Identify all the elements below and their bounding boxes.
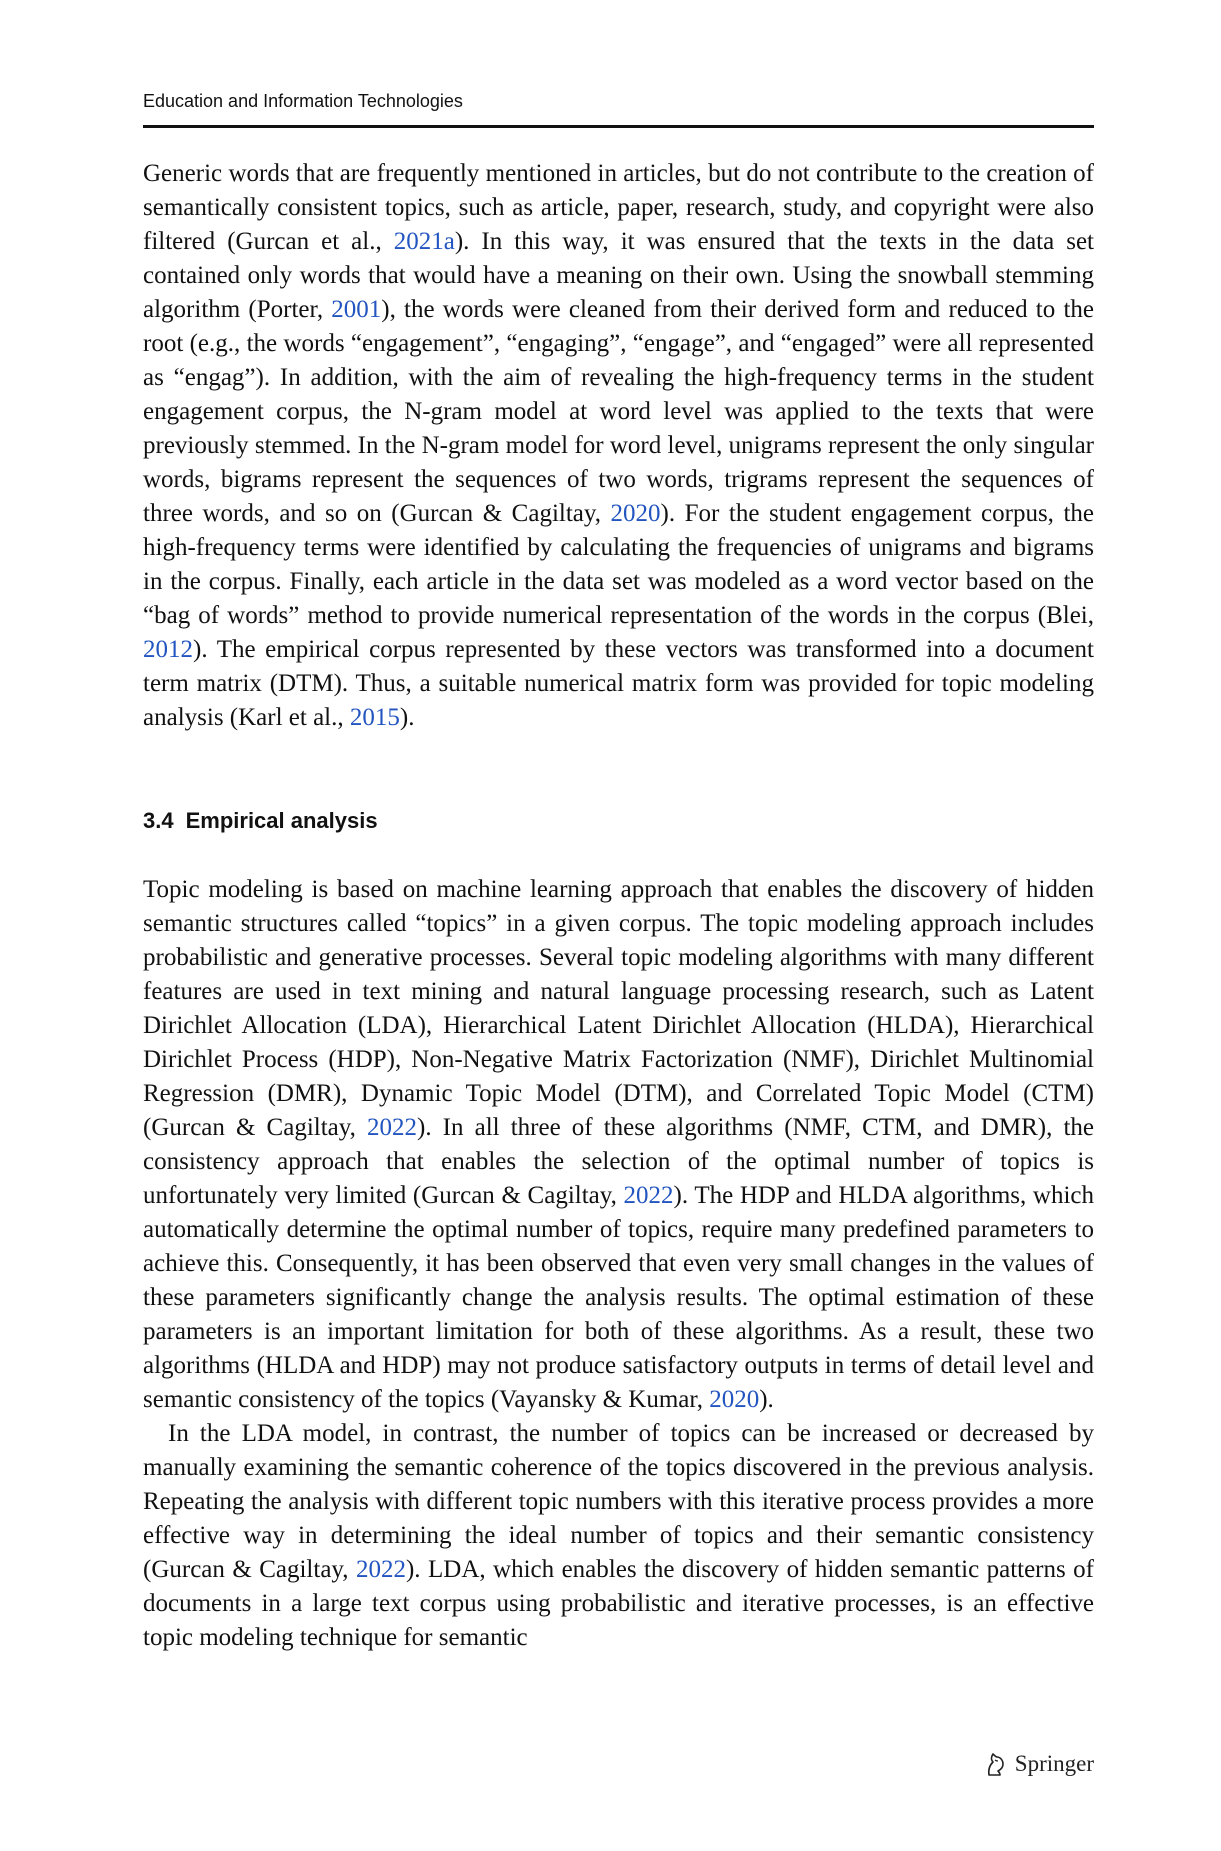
paragraph-topic-modeling: [143, 873, 1094, 1417]
header-rule: [143, 125, 1094, 128]
citation-link[interactable]: 2022: [367, 1114, 417, 1141]
citation-link[interactable]: 2012: [143, 636, 193, 663]
paragraph-text: ). LDA, which enables the discovery of hidden semantic patterns of documents in a large text corpus using probabilistic and iterative processes, is an effective topic modeling technique for semantic: [143, 1556, 1094, 1651]
citation-link[interactable]: 2015: [349, 704, 400, 731]
springer-horse-icon: [983, 1751, 1007, 1777]
citation-link[interactable]: 2021a: [393, 228, 455, 255]
paragraph-text: ). For the student engagement corpus, the high-frequency terms were identified by calculating the frequencies of unigrams and bigrams in the corpus. Finally, each article in the data set was modeled as a word vector based on the “bag of words” method to provide numerical representation of the words in the corpus (Blei,: [143, 500, 1094, 629]
paragraph-text: ). In all three of these algorithms (NMF, CTM, and DMR), the consistency approach that enables the selection of the optimal number of topics is unfortunately very limited (Gurcan & Cagiltay,: [143, 1114, 1094, 1209]
publisher-mark: [983, 1751, 1094, 1777]
paragraph-text: In the LDA model, in contrast, the number of topics can be increased or decreased by manually examining the semantic coherence of the topics discovered in the previous analysis. Repeating the analysis with different topic numbers with this iterative process provides a more effective way in determining the ideal number of topics and their semantic consistency (Gurcan & Cagiltay,: [143, 1420, 1094, 1583]
paragraph-text: ). The HDP and HLDA algorithms, which automatically determine the optimal number of topics, require many predefined parameters to achieve this. Consequently, it has been observed that even very small changes in the values of these parameters significantly change the analysis results. The optimal estimation of these parameters is an important limitation for both of these algorithms. As a result, these two algorithms (HLDA and HDP) may not produce satisfactory outputs in terms of detail level and semantic consistency of the topics (Vayansky & Kumar,: [143, 1182, 1094, 1413]
citation-link[interactable]: 2001: [331, 296, 382, 323]
citation-link[interactable]: 2022: [623, 1182, 674, 1209]
citation-link[interactable]: 2020: [610, 500, 661, 527]
section-body: [143, 873, 1094, 1655]
section-number: 3.4: [143, 808, 174, 833]
running-head: Education and Information Technologies: [143, 91, 463, 111]
section-heading: [143, 808, 378, 834]
paragraph-text: ). In this way, it was ensured that the texts in the data set contained only words that would have a meaning on their own. Using the snowball stemming algorithm (Porter,: [143, 228, 1094, 323]
paragraph-text: ), the words were cleaned from their derived form and reduced to the root (e.g., the words “engagement”, “engaging”, “engage”, and “engaged” were all represented as “engag”). In addition, with the aim of revealing the high-frequency terms in the student engagement corpus, the N-gram model at word level was applied to the texts that were previously stemmed. In the N-gram model for word level, unigrams represent the only singular words, bigrams represent the sequences of two words, trigrams represent the sequences of three words, and so on (Gurcan & Cagiltay,: [143, 296, 1094, 527]
paragraph-preprocessing: [143, 157, 1094, 735]
paragraph-text: ).: [759, 1386, 774, 1413]
section-title: Empirical analysis: [185, 808, 378, 833]
citation-link[interactable]: 2020: [709, 1386, 760, 1413]
paragraph-text: ).: [399, 704, 415, 731]
paragraph-text: ). The empirical corpus represented by these vectors was transformed into a document term matrix (DTM). Thus, a suitable numerical matrix form was provided for topic modeling analysis (Karl et al.,: [143, 636, 1094, 731]
publisher-name: Springer: [1014, 1751, 1094, 1776]
paragraph-text: Generic words that are frequently mentioned in articles, but do not contribute to the creation of semantically consistent topics, such as article, paper, research, study, and copyright were also filtered (Gurcan et al.,: [143, 160, 1094, 255]
paragraph-lda: [143, 1417, 1094, 1655]
citation-link[interactable]: 2022: [355, 1556, 406, 1583]
paragraph-text: Topic modeling is based on machine learning approach that enables the discovery of hidden semantic structures called “topics” in a given corpus. The topic modeling approach includes probabilistic and generative processes. Several topic modeling algorithms with many different features are used in text mining and natural language processing research, such as Latent Dirichlet Allocation (LDA), Hierarchical Latent Dirichlet Allocation (HLDA), Hierarchical Dirichlet Process (HDP), Non-Negative Matrix Factorization (NMF), Dirichlet Multinomial Regression (DMR), Dynamic Topic Model (DTM), and Correlated Topic Model (CTM) (Gurcan & Cagiltay,: [143, 876, 1094, 1141]
